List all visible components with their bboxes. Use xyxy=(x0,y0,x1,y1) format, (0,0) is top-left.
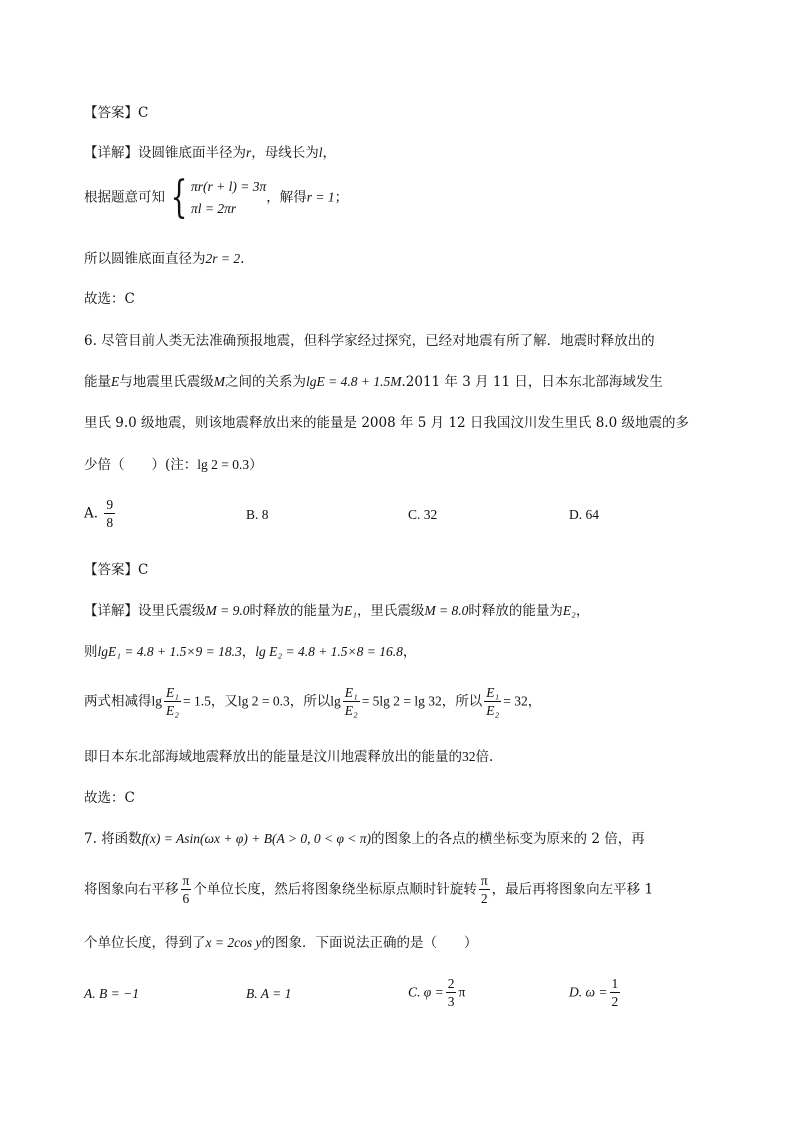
question-6-line-2: 能量E与地震里氏震级M之间的关系为lgE = 4.8 + 1.5M.2011 年 3 月 11 日，日本东北部海域发生 xyxy=(84,374,663,390)
option-6d: D. 64 xyxy=(569,507,599,522)
option-7a: A. B = −1 xyxy=(84,986,139,1001)
question-6-line-1: 6. 尽管目前人类无法准确预报地震，但科学家经过探究，已经对地震有所了解．地震时释放出的 xyxy=(84,333,655,349)
question-6-line-3: 里氏 9.0 级地震，则该地震释放出来的能量是 2008 年 5 月 12 日我国汶川发生里氏 8.0 级地震的多 xyxy=(84,415,689,431)
choose-5: 故选：C xyxy=(84,291,135,307)
diameter-line-5: 所以圆锥底面直径为2r = 2. xyxy=(84,251,245,267)
choose-6: 故选：C xyxy=(84,790,135,806)
option-6a: A. $\frac{9}{8}$ xyxy=(84,497,114,530)
question-7-line-2: 将图象向右平移 $\frac{\pi}{6}$ 个单位长度，然后将图象绕坐标原点顺时针旋转 $\frac{\pi}{2}$ ，最后再将图象向左平移 1 xyxy=(84,873,654,906)
option-7c: C. φ = $\frac{2}{3}$ π xyxy=(408,976,466,1009)
detail-6-line-4: 即日本东北部海域地震释放出的能量是汶川地震释放出的能量的32倍. xyxy=(84,749,494,765)
detail-5: 【详解】设圆锥底面半径为r，母线长为l， xyxy=(84,145,337,161)
option-6b: B. 8 xyxy=(246,507,269,522)
option-7b: B. A = 1 xyxy=(246,986,292,1001)
option-7d: D. ω = $\frac{1}{2}$ xyxy=(569,976,619,1009)
option-6c: C. 32 xyxy=(408,507,438,522)
question-7-line-1: 7. 将函数f(x) = Asin(ωx + φ) + B(A > 0, 0 < φ < π)的图象上的各点的横坐标变为原来的 2 倍，再 xyxy=(84,831,645,847)
answer-6: 【答案】C xyxy=(84,562,149,578)
question-6-line-4: 少倍（ ）(注：lg 2 = 0.3） xyxy=(84,457,263,473)
equation-system: { πr(r + l) = 3π πl = 2πr xyxy=(170,172,267,223)
question-7-line-3: 个单位长度，得到了x = 2cos y的图象．下面说法正确的是（ ） xyxy=(84,935,478,951)
detail-6-line-3: 两式相减得lg $\frac{\text{E₁}}{\text{E₂}}$ = 1.5，又lg 2 = 0.3，所以lg $\frac{\text{E₁}}{\text{E₂}}$ = 5lg 2 = lg 32，所以 $\frac{\text{E₁}}{\text{E₂}}$ = 32， xyxy=(84,685,542,718)
condition-system-5: 根据题意可知 { πr(r + l) = 3π πl = 2πr ，解得r = 1； xyxy=(84,172,349,223)
answer-5: 【答案】C xyxy=(84,105,149,121)
detail-6-line-2: 则lgE₁ = 4.8 + 1.5×9 = 18.3，lg E₂ = 4.8 + 1.5×8 = 16.8， xyxy=(84,644,417,660)
detail-6-line-1: 【详解】设里氏震级M = 9.0时释放的能量为E₁，里氏震级M = 8.0时释放的能量为E₂， xyxy=(84,603,590,619)
